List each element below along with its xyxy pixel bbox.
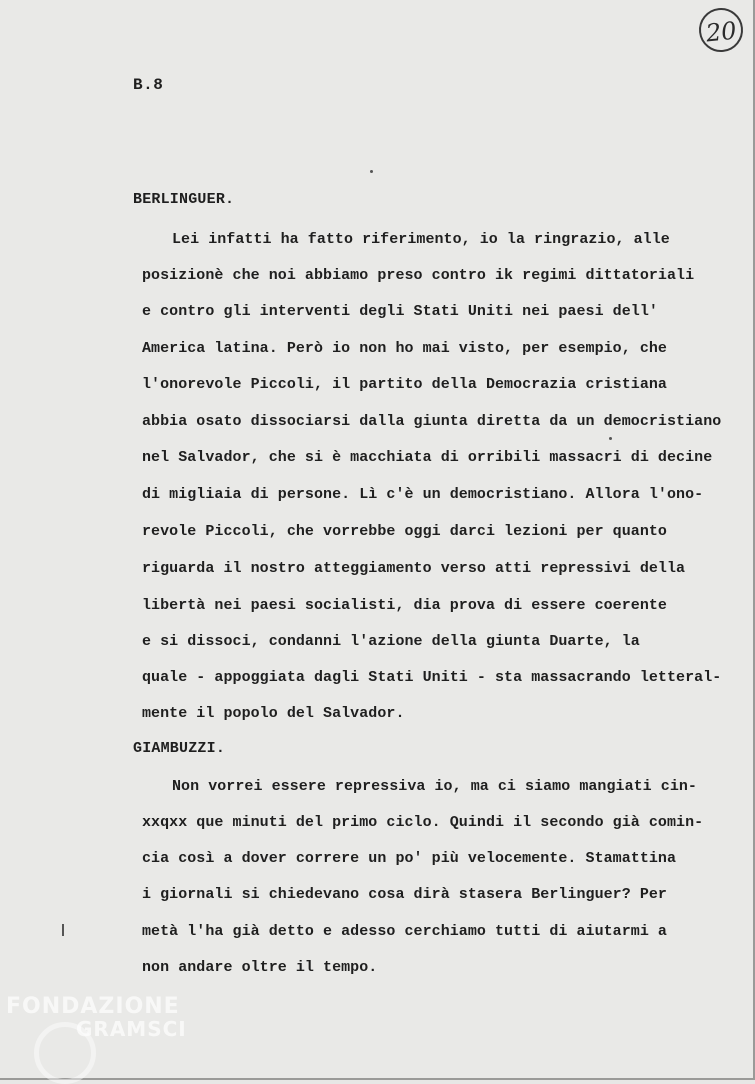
text-line: Lei infatti ha fatto riferimento, io la ringrazio, alle	[172, 231, 670, 248]
document-reference: B.8	[133, 76, 164, 94]
text-line: i giornali si chiedevano cosa dirà stasera Berlinguer? Per	[142, 886, 667, 903]
margin-mark	[62, 924, 64, 936]
text-line: Non vorrei essere repressiva io, ma ci siamo mangiati cin-	[172, 778, 697, 795]
text-line: e si dissoci, condanni l'azione della giunta Duarte, la	[142, 633, 640, 650]
text-line: riguarda il nostro atteggiamento verso atti repressivi della	[142, 560, 686, 577]
speaker-berlinguer: BERLINGUER.	[133, 191, 235, 208]
text-line: metà l'ha già detto e adesso cerchiamo tutti di aiutarmi a	[142, 923, 667, 940]
text-line: libertà nei paesi socialisti, dia prova di essere coerente	[142, 597, 667, 614]
page-number-stamp: 20	[697, 6, 745, 54]
text-line: nel Salvador, che si è macchiata di orribili massacri di decine	[142, 449, 713, 466]
speaker-giambuzzi: GIAMBUZZI.	[133, 740, 226, 757]
text-line: quale - appoggiata dagli Stati Uniti - sta massacrando letteral-	[142, 669, 722, 686]
text-line: posizionè che noi abbiamo preso contro ik regimi dittatoriali	[142, 267, 695, 284]
text-line: non andare oltre il tempo.	[142, 959, 378, 976]
text-line: abbia osato dissociarsi dalla giunta diretta da un democristiano	[142, 413, 722, 430]
text-line: cia così a dover correre un po' più velocemente. Stamattina	[142, 850, 677, 867]
ink-speck	[370, 170, 373, 173]
watermark-line-2: GRAMSCI	[76, 1017, 187, 1041]
text-line: revole Piccoli, che vorrebbe oggi darci lezioni per quanto	[142, 523, 667, 540]
text-line: xxqxx que minuti del primo ciclo. Quindi il secondo già comin-	[142, 814, 704, 831]
watermark-line-1: FONDAZIONE	[6, 994, 180, 1019]
text-line: l'onorevole Piccoli, il partito della Democrazia cristiana	[142, 376, 667, 393]
ink-speck	[609, 437, 612, 440]
text-line: di migliaia di persone. Lì c'è un democristiano. Allora l'ono-	[142, 486, 704, 503]
text-line: e contro gli interventi degli Stati Uniti nei paesi dell'	[142, 303, 658, 320]
text-line: mente il popolo del Salvador.	[142, 705, 405, 722]
watermark	[6, 996, 187, 1040]
text-line: America latina. Però io non ho mai visto, per esempio, che	[142, 340, 667, 357]
